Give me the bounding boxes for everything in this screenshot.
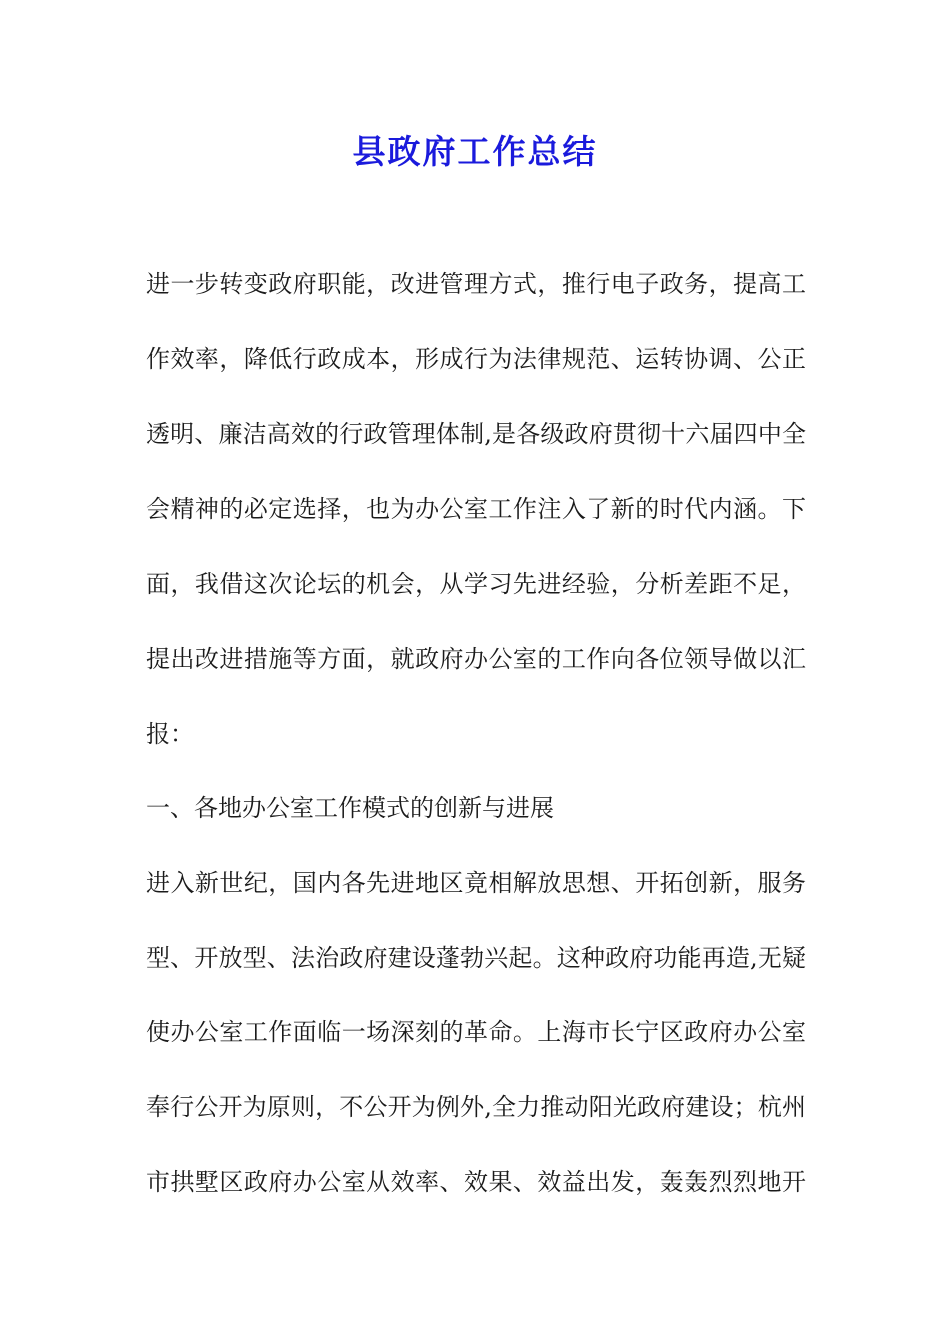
paragraph-1-line-2: 作效率，降低行政成本，形成行为法律规范、运转协调、公正 — [146, 345, 806, 373]
paragraph-2-line-1: 进入新世纪，国内各先进地区竟相解放思想、开拓创新，服务 — [146, 869, 806, 897]
paragraph-1-line-1: 进一步转变政府职能，改进管理方式，推行电子政务，提高工 — [146, 270, 806, 298]
paragraph-2-line-3: 使办公室工作面临一场深刻的革命。上海市长宁区政府办公室 — [146, 1018, 806, 1046]
paragraph-1-line-7: 报： — [146, 720, 194, 748]
paragraph-2-line-4: 奉行公开为原则，不公开为例外,全力推动阳光政府建设；杭州 — [146, 1093, 806, 1121]
paragraph-1-line-6: 提出改进措施等方面，就政府办公室的工作向各位领导做以汇 — [146, 645, 806, 673]
paragraph-2-line-5: 市拱墅区政府办公室从效率、效果、效益出发，轰轰烈烈地开 — [146, 1168, 806, 1196]
paragraph-2-line-2: 型、开放型、法治政府建设蓬勃兴起。这种政府功能再造,无疑 — [146, 944, 806, 972]
document-title: 县政府工作总结 — [352, 132, 598, 171]
section-heading-1: 一、各地办公室工作模式的创新与进展 — [146, 794, 554, 822]
paragraph-1-line-3: 透明、廉洁高效的行政管理体制,是各级政府贯彻十六届四中全 — [146, 420, 806, 448]
paragraph-1-line-5: 面，我借这次论坛的机会，从学习先进经验，分析差距不足， — [146, 570, 806, 598]
paragraph-1-line-4: 会精神的必定选择，也为办公室工作注入了新的时代内涵。下 — [146, 495, 806, 523]
